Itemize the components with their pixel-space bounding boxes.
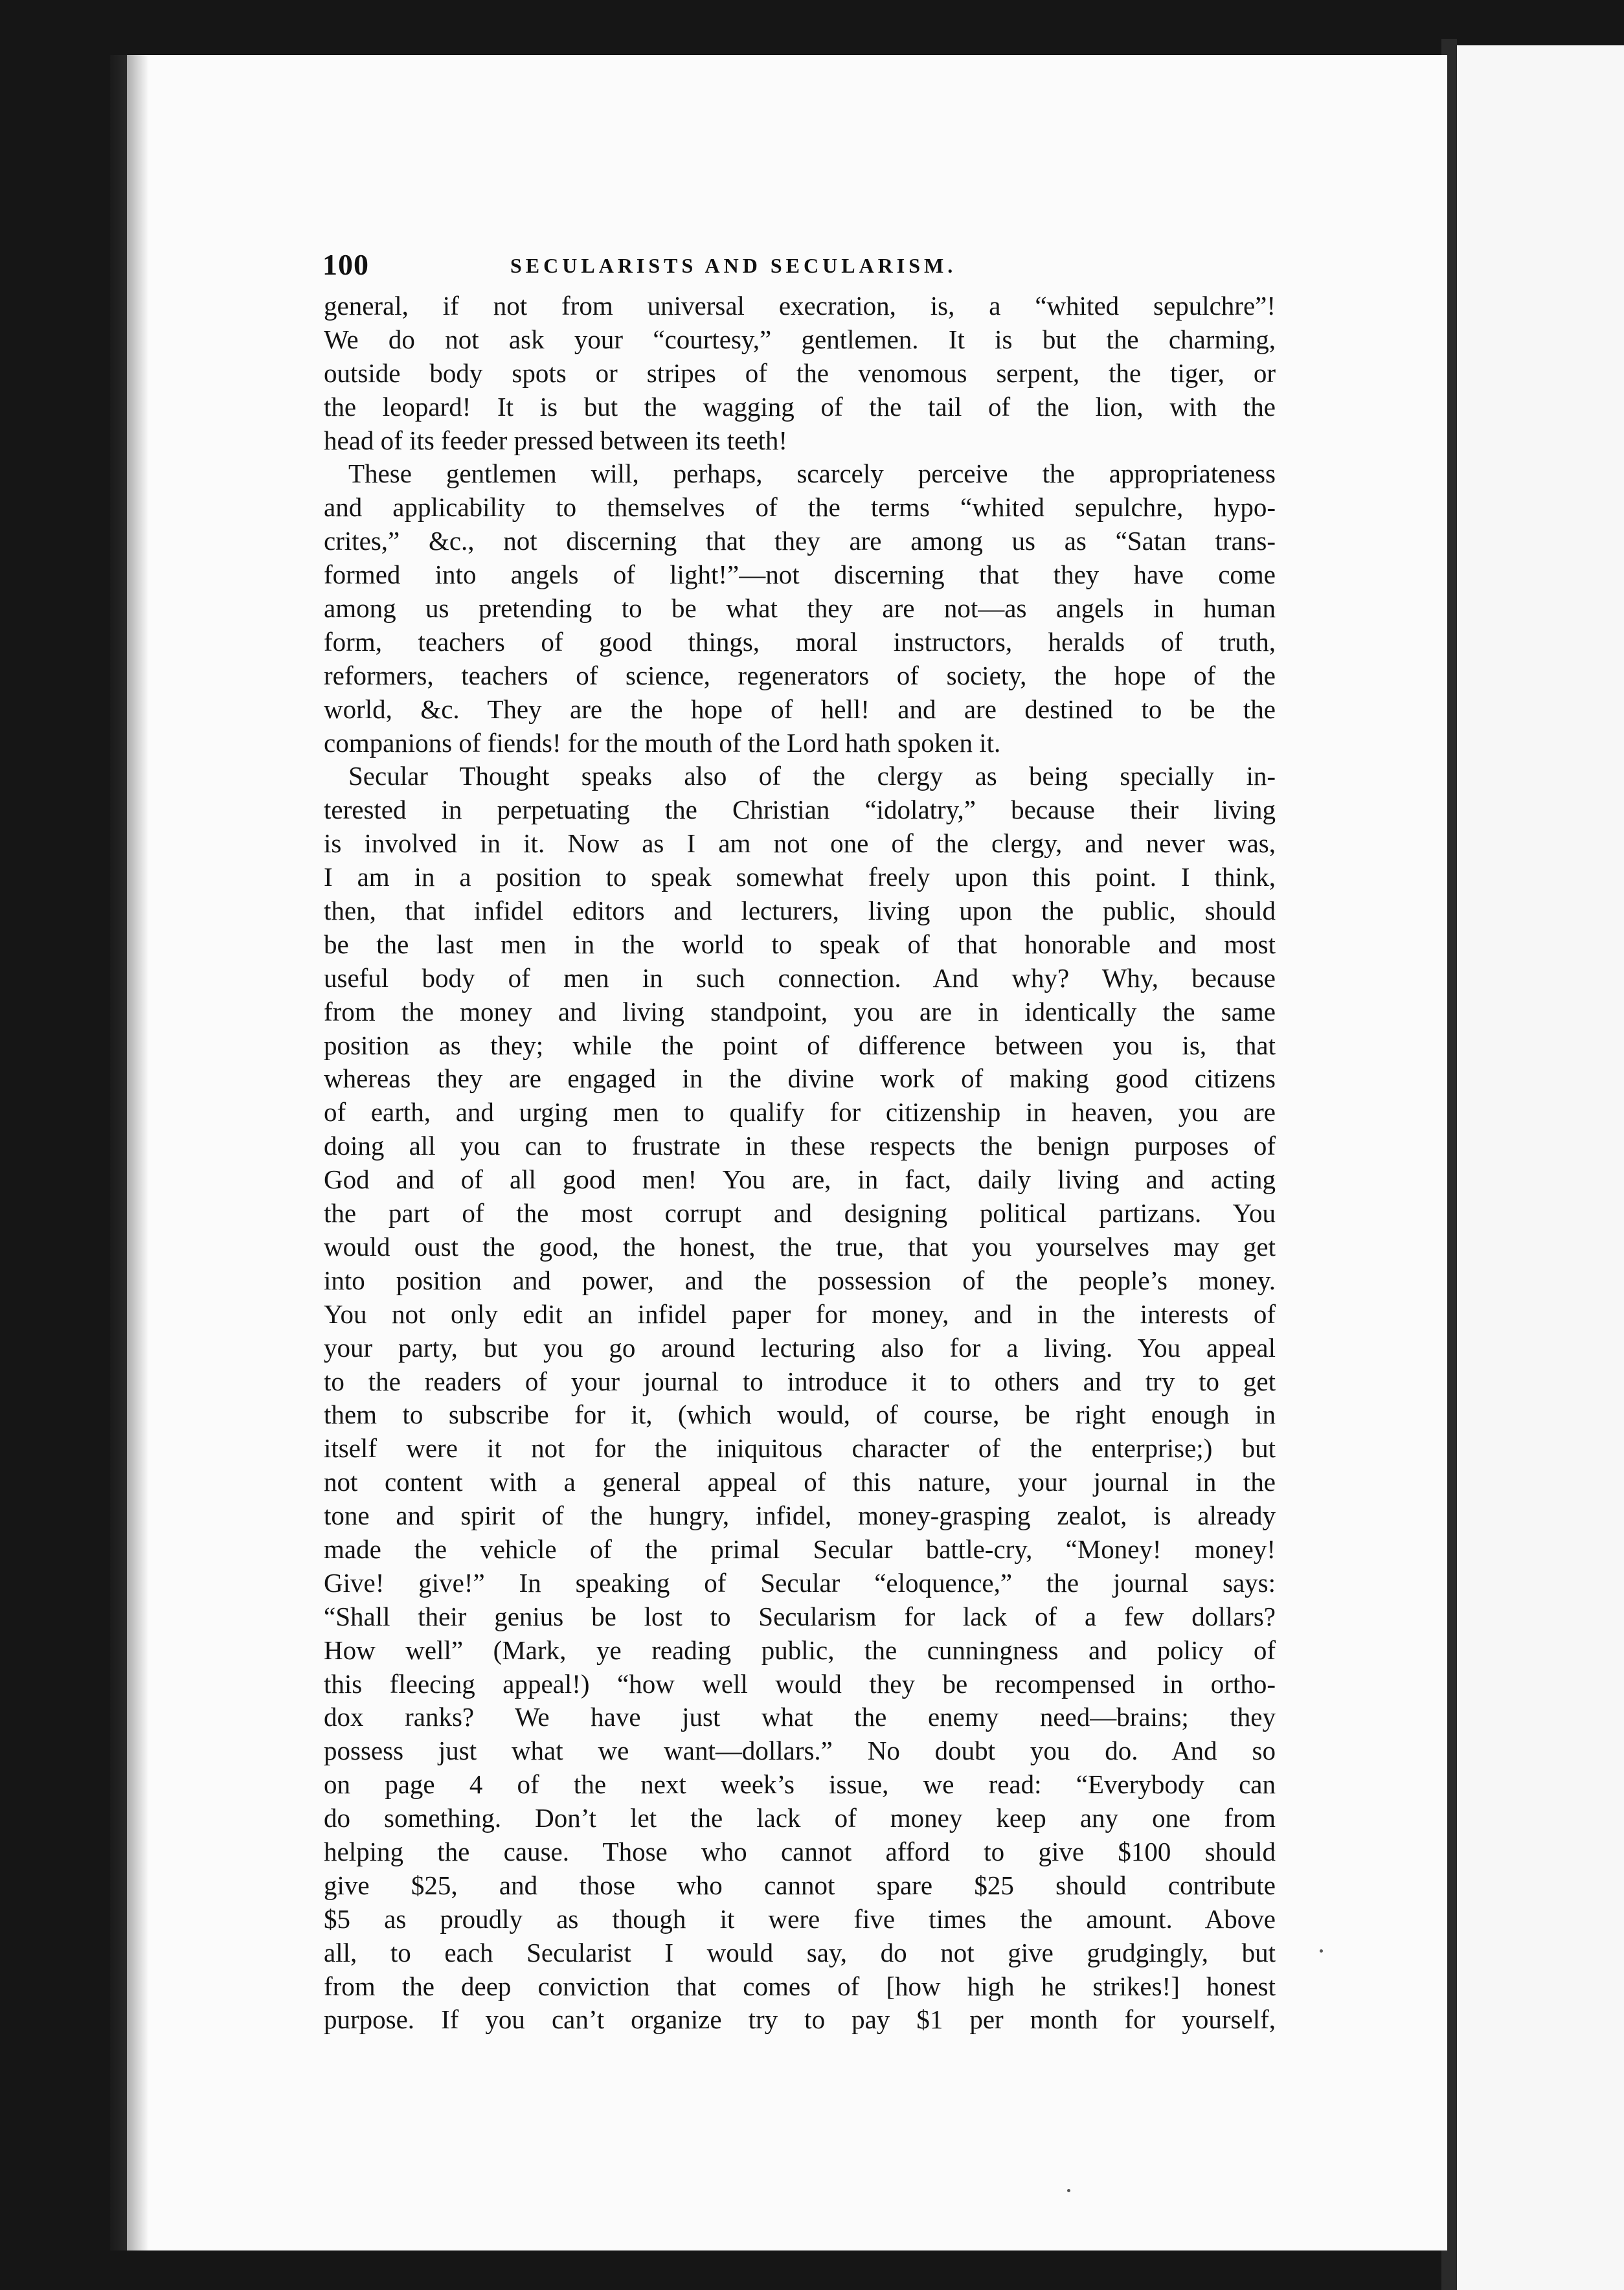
text-line: do something. Don’t let the lack of money keep any one from	[324, 1803, 1276, 1833]
text-line: “Shall their genius be lost to Secularism for lack of a few dollars?	[324, 1601, 1276, 1631]
text-line: from the deep conviction that comes of [how high he strikes!] honest	[324, 1971, 1276, 2001]
text-line: of earth, and urging men to qualify for citizenship in heaven, you are	[324, 1097, 1276, 1128]
page-number: 100	[322, 248, 369, 281]
text-line: doing all you can to frustrate in these respects the benign purposes of	[324, 1131, 1276, 1161]
text-line: useful body of men in such connection. And why? Why, because	[324, 962, 1276, 993]
text-line: These gentlemen will, perhaps, scarcely perceive the appropriateness	[348, 459, 1276, 489]
text-line: not content with a general appeal of this nature, your journal in the	[324, 1467, 1276, 1497]
text-line: among us pretending to be what they are not—as angels in human	[324, 593, 1276, 624]
text-line: You not only edit an infidel paper for money, and in the interests of	[324, 1298, 1276, 1329]
text-line: God and of all good men! You are, in fact, daily living and acting	[324, 1164, 1276, 1195]
text-line: We do not ask your “courtesy,” gentlemen. It is but the charming,	[324, 324, 1276, 354]
text-line: your party, but you go around lecturing also for a living. You appeal	[324, 1332, 1276, 1363]
text-line: form, teachers of good things, moral instructors, heralds of truth,	[324, 626, 1276, 657]
text-line: reformers, teachers of science, regenerators of society, the hope of the	[324, 660, 1276, 690]
page-edge-shadow	[110, 55, 149, 2250]
text-line: into position and power, and the possession of the people’s money.	[324, 1265, 1276, 1295]
text-line: from the money and living standpoint, you are in identically the same	[324, 996, 1276, 1026]
text-line: dox ranks? We have just what the enemy need—brains; they	[324, 1702, 1276, 1732]
text-line: give $25, and those who cannot spare $25 should contribute	[324, 1870, 1276, 1900]
text-line: world, &c. They are the hope of hell! and are destined to be the	[324, 694, 1276, 724]
scan-speck	[1320, 1949, 1323, 1953]
text-line: on page 4 of the next week’s issue, we read: “Everybody can	[324, 1769, 1276, 1800]
text-line: Give! give!” In speaking of Secular “eloquence,” the journal says:	[324, 1567, 1276, 1598]
text-line: head of its feeder pressed between its teeth!	[324, 425, 788, 455]
facing-page-edge	[1457, 45, 1624, 2290]
text-line: companions of fiends! for the mouth of the Lord hath spoken it.	[324, 727, 1001, 758]
text-line: crites,” &c., not discerning that they are among us as “Satan trans-	[324, 526, 1276, 556]
text-line: How well” (Mark, ye reading public, the cunningness and policy of	[324, 1635, 1276, 1665]
text-line: itself were it not for the iniquitous character of the enterprise;) but	[324, 1433, 1276, 1464]
text-line: Secular Thought speaks also of the clergy as being specially in-	[348, 761, 1276, 791]
scan-speck	[1067, 2189, 1070, 2192]
text-line: whereas they are engaged in the divine work of making good citizens	[324, 1063, 1276, 1094]
text-line: this fleecing appeal!) “how well would they be recompensed in ortho-	[324, 1668, 1276, 1699]
text-line: made the vehicle of the primal Secular battle-cry, “Money! money!	[324, 1534, 1276, 1564]
text-line: $5 as proudly as though it were five times the amount. Above	[324, 1903, 1276, 1934]
text-line: them to subscribe for it, (which would, of course, be right enough in	[324, 1400, 1276, 1430]
text-line: is involved in it. Now as I am not one of the clergy, and never was,	[324, 828, 1276, 859]
running-head: SECULARISTS AND SECULARISM.	[510, 254, 957, 277]
text-line: be the last men in the world to speak of that honorable and most	[324, 929, 1276, 959]
text-line: general, if not from universal execration, is, a “whited sepulchre”!	[324, 291, 1276, 321]
body-text	[324, 289, 1276, 2037]
text-line: outside body spots or stripes of the venomous serpent, the tiger, or	[324, 357, 1276, 388]
text-line: to the readers of your journal to introduce it to others and try to get	[324, 1366, 1276, 1396]
text-line: possess just what we want—dollars.” No doubt you do. And so	[324, 1736, 1276, 1766]
text-line: tone and spirit of the hungry, infidel, money-grasping zealot, is already	[324, 1501, 1276, 1531]
text-line: the leopard! It is but the wagging of the tail of the lion, with the	[324, 391, 1276, 422]
text-line: and applicability to themselves of the terms “whited sepulchre, hypo-	[324, 492, 1276, 523]
text-line: would oust the good, the honest, the true, that you yourselves may get	[324, 1231, 1276, 1262]
text-line: I am in a position to speak somewhat freely upon this point. I think,	[324, 862, 1276, 892]
text-line: formed into angels of light!”—not discerning that they have come	[324, 560, 1276, 590]
text-line: helping the cause. Those who cannot afford to give $100 should	[324, 1836, 1276, 1866]
text-line: position as they; while the point of difference between you is, that	[324, 1030, 1276, 1060]
text-line: all, to each Secularist I would say, do not give grudgingly, but	[324, 1937, 1276, 1967]
text-line: then, that infidel editors and lecturers, living upon the public, should	[324, 896, 1276, 926]
page-header	[322, 247, 1287, 286]
text-line: terested in perpetuating the Christian “idolatry,” because their living	[324, 795, 1276, 825]
text-line: purpose. If you can’t organize try to pay $1 per month for yourself,	[324, 2004, 1276, 2035]
text-line: the part of the most corrupt and designing political partizans. You	[324, 1198, 1276, 1229]
